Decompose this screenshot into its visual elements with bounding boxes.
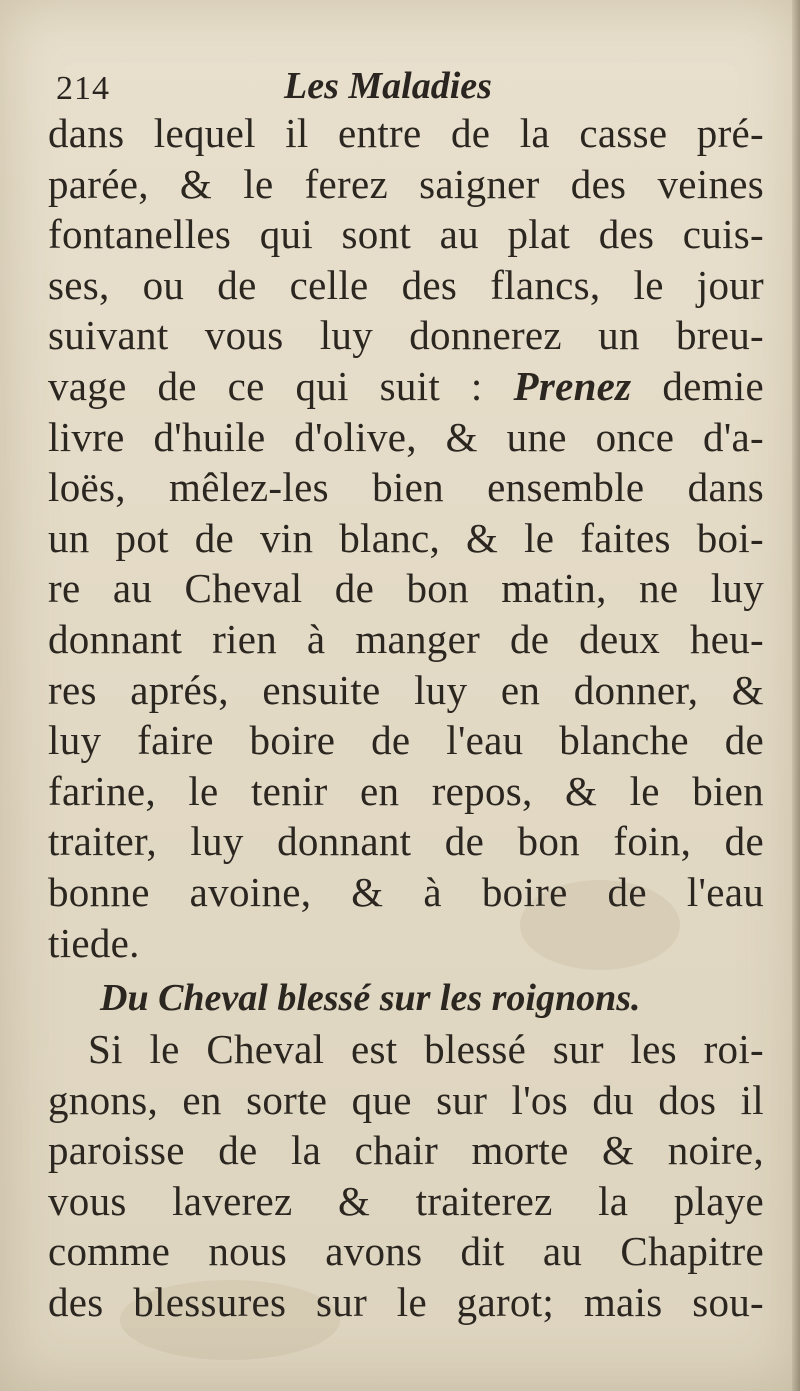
text-line: fontanelles qui sont au plat des cuis- [48,211,764,258]
text-line: livre d'huile d'olive, & une once d'a- [48,413,764,460]
recipe-keyword: Prenez [513,362,632,409]
running-title: Les Maladies [284,65,492,107]
text-line: gnons, en sorte que sur l'os du dos il [48,1076,764,1123]
text-line: parée, & le ferez saigner des veines [48,160,764,207]
text-line: comme nous avons dit au Chapitre [48,1228,764,1275]
text-line: dans lequel il entre de la casse pré- [48,110,764,156]
text-line: un pot de vin blanc, & le faites boi- [48,514,764,561]
text-run: vage de ce qui suit : [48,362,514,409]
text-line: loës, mêlez-les bien ensemble dans [48,464,764,511]
text-line: tiede. [48,919,140,966]
text-run: demie [631,362,764,409]
page-number: 214 [56,70,110,107]
body-text [48,108,764,1328]
text-line: res aprés, ensuite luy en donner, & [48,666,764,713]
text-line: des blessures sur le garot; mais sou- [48,1279,764,1326]
text-line: bonne avoine, & à boire de l'eau [48,868,764,915]
text-line: luy faire boire de l'eau blanche de [48,717,764,764]
text-line [48,361,764,412]
text-line: farine, le tenir en repos, & le bien [48,767,764,814]
text-line: traiter, luy donnant de bon foin, de [48,818,764,865]
text-line: ses, ou de celle des flancs, le jour [48,261,764,308]
text-line: paroisse de la chair morte & noire, [48,1127,764,1174]
section-heading: Du Cheval blessé sur les roignons. [100,977,641,1020]
text-line: re au Cheval de bon matin, ne luy [48,565,764,612]
page-edge [792,0,800,1391]
text-line: donnant rien à manger de deux heu- [48,615,764,662]
text-line: Si le Cheval est blessé sur les roi- [88,1026,764,1073]
text-line: suivant vous luy donnerez un breu- [48,312,764,359]
text-line: vous laverez & traiterez la playe [48,1177,764,1224]
